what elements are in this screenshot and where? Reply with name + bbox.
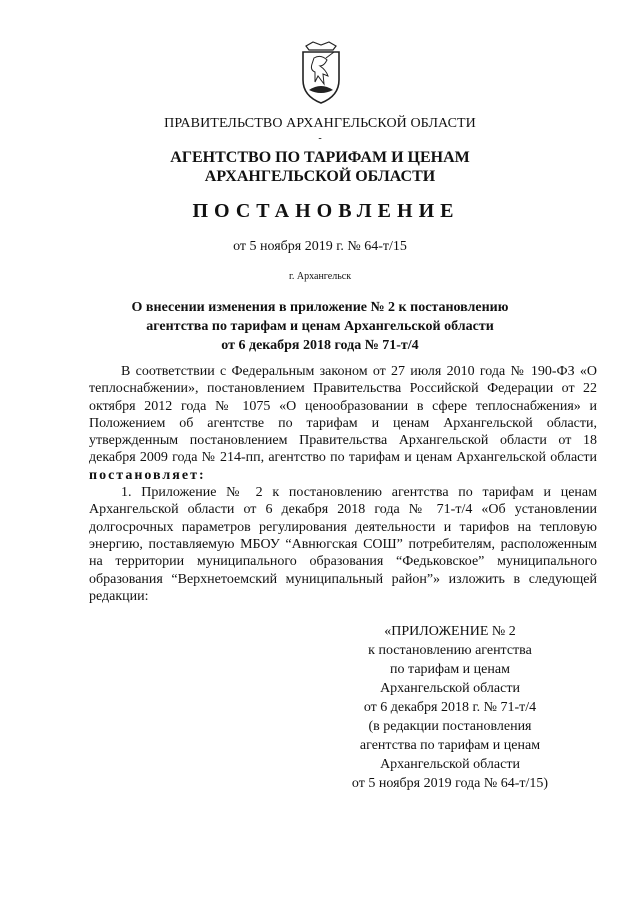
decree-heading	[0, 298, 640, 355]
decree-date-number: от 5 ноября 2019 г. № 64-т/15	[233, 239, 407, 254]
coat-of-arms-icon	[300, 40, 342, 106]
decree-body	[89, 363, 597, 605]
agency-name	[0, 148, 640, 186]
appendix-line7: агентства по тарифам и ценам	[359, 738, 541, 753]
appendix-line9: от 5 ноября 2019 года № 64-т/15)	[351, 776, 549, 791]
body-paragraph-2: 1. Приложение № 2 к постановлению агентства по тарифам и ценам Архангельской области от 6 декабря 2018 года № 71-т/4 «Об установлении долгосрочных параметров регулирования деятельности и тарифов на тепловую энергию, поставляемую МБОУ “Авнюгская СОШ” потребителям, расположенным на территории муниципального образования “Федьковское” муниципального образования “Верхнетоемский муниципальный район”» изложить в следующей редакции:	[89, 485, 597, 604]
body-paragraph-1	[89, 363, 597, 484]
appendix-block	[332, 622, 568, 793]
heading-line1: О внесении изменения в приложение № 2 к постановлению	[131, 300, 509, 315]
appendix-line4: Архангельской области	[380, 681, 520, 696]
separator-mark: -	[318, 133, 322, 144]
preamble-text: В соответствии с Федеральным законом от 27 июля 2010 года № 190-ФЗ «О теплоснабжении», постановлением Правительства Российской Федерации от 22 октября 2012 года № 1075 «О ценообразовании в сфере теплоснабжения» и Положением об агентстве по тарифам и ценам Архангельской области, утвержденным постановлением Правительства Архангельской области от 18 декабря 2009 года № 214-пп, агентство по тарифам и ценам Архангельской области	[89, 364, 597, 466]
agency-name-line1: АГЕНТСТВО ПО ТАРИФАМ И ЦЕНАМ	[170, 149, 470, 166]
appendix-line5: от 6 декабря 2018 г. № 71-т/4	[363, 700, 537, 715]
government-name: ПРАВИТЕЛЬСТВО АРХАНГЕЛЬСКОЙ ОБЛАСТИ	[164, 116, 476, 131]
decree-title: ПОСТАНОВЛЕНИЕ	[192, 200, 460, 222]
agency-name-line2: АРХАНГЕЛЬСКОЙ ОБЛАСТИ	[204, 168, 436, 185]
city-name: г. Архангельск	[288, 271, 352, 282]
heading-line2: агентства по тарифам и ценам Архангельской области	[146, 319, 494, 334]
appendix-line1: «ПРИЛОЖЕНИЕ № 2	[384, 624, 516, 639]
appendix-line2: к постановлению агентства	[368, 643, 532, 658]
heading-line3: от 6 декабря 2018 года № 71-т/4	[221, 338, 419, 353]
appendix-line6: (в редакции постановления	[368, 719, 532, 734]
appendix-line8: Архангельской области	[380, 757, 520, 772]
appendix-line3: по тарифам и ценам	[390, 662, 510, 677]
resolves-word: постановляет:	[89, 467, 206, 483]
